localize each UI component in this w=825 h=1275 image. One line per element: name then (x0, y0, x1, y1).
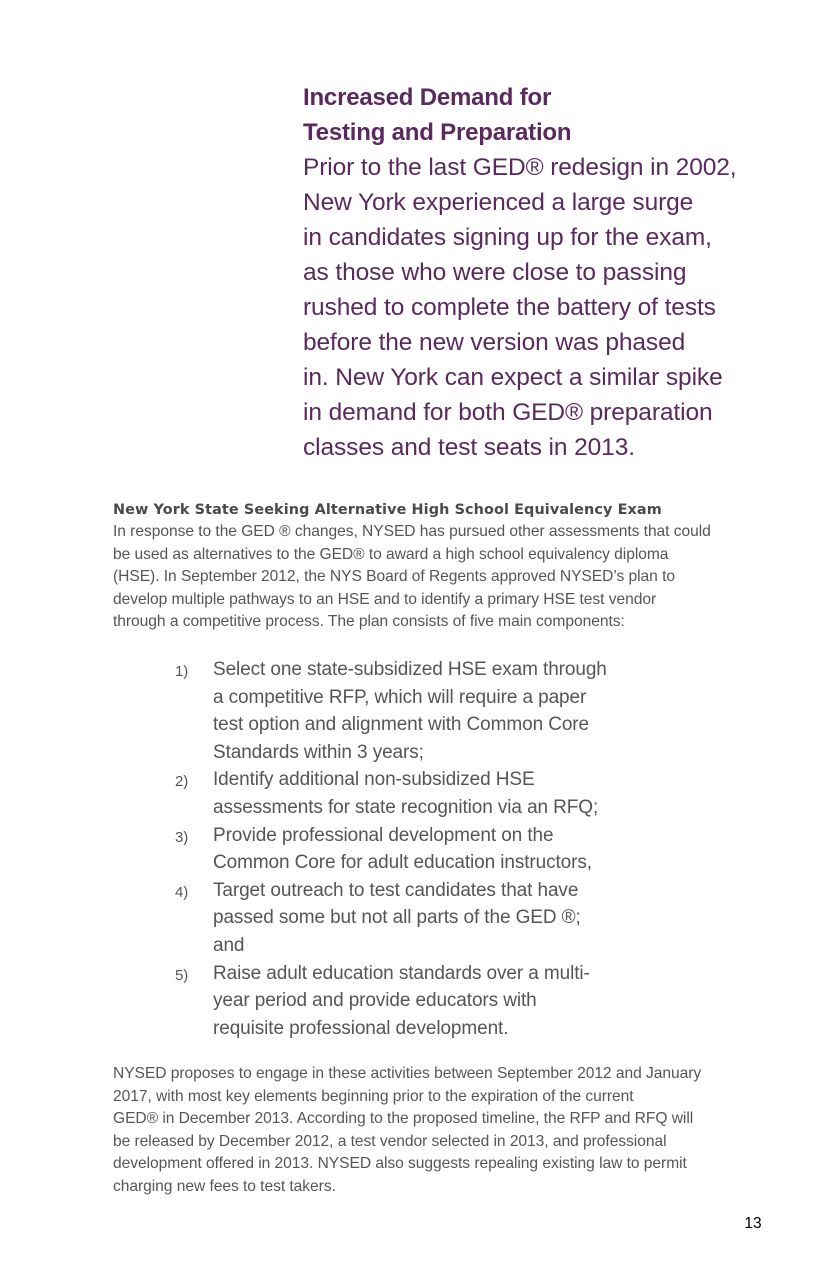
list-item-line: Common Core for adult education instructors, (213, 852, 592, 874)
list-item-text (213, 656, 655, 766)
callout-heading-line: Increased Demand for (303, 84, 552, 111)
list-item-line: Target outreach to test candidates that have (213, 879, 579, 901)
callout-body-line: as those who were close to passing (303, 259, 687, 286)
closing-paragraph-line: charging new fees to test takers. (113, 1177, 336, 1195)
list-item-number: 2) (175, 773, 189, 791)
callout-body-line: New York experienced a large surge (303, 189, 694, 216)
list-item (175, 656, 655, 766)
section-paragraph-line: be used as alternatives to the GED® to award a high school equivalency diploma (113, 545, 669, 563)
closing-paragraph-line: GED® in December 2013. According to the proposed timeline, the RFP and RFQ will (113, 1110, 694, 1128)
list-item (175, 960, 655, 1043)
components-list (175, 656, 655, 1042)
list-item-line: Identify additional non-subsidized HSE (213, 769, 535, 791)
closing-paragraph-line: be released by December 2012, a test vendor selected in 2013, and professional (113, 1132, 667, 1150)
callout-body-line: classes and test seats in 2013. (303, 434, 635, 461)
list-item-line: Standards within 3 years; (213, 741, 424, 763)
callout-block (303, 80, 803, 465)
callout-body (303, 150, 803, 465)
closing-paragraph-line: NYSED proposes to engage in these activities between September 2012 and January (113, 1065, 702, 1082)
list-item-text (213, 822, 655, 877)
list-item-text (213, 960, 655, 1043)
section-heading: New York State Seeking Alternative High School Equivalency Exam (113, 502, 662, 518)
closing-paragraph-line: development offered in 2013. NYSED also suggests repealing existing law to permit (113, 1155, 687, 1173)
section-paragraph-line: (HSE). In September 2012, the NYS Board of Regents approved NYSED’s plan to (113, 568, 675, 586)
section-paragraph-line: through a competitive process. The plan consists of five main components: (113, 613, 625, 631)
list-item-line: a competitive RFP, which will require a paper (213, 686, 587, 708)
section-block (113, 499, 773, 634)
list-item-text (213, 877, 655, 960)
closing-block (113, 1063, 773, 1199)
list-item-number: 4) (175, 883, 189, 901)
list-item-line: Select one state-subsidized HSE exam through (213, 659, 607, 680)
list-item (175, 877, 655, 960)
callout-body-line: rushed to complete the battery of tests (303, 294, 716, 321)
list-item-line: test option and alignment with Common Core (213, 714, 589, 736)
section-paragraph (113, 521, 773, 634)
callout-body-line: in candidates signing up for the exam, (303, 224, 712, 251)
closing-paragraph (113, 1063, 773, 1199)
list-item-line: assessments for state recognition via an RFQ; (213, 796, 599, 818)
list-item-text (213, 766, 655, 821)
callout-heading (303, 80, 803, 150)
list-item-line: passed some but not all parts of the GED ®; (213, 907, 581, 929)
page-number: 13 (744, 1215, 762, 1232)
list-item-line: requisite professional development. (213, 1017, 509, 1039)
callout-heading-line: Testing and Preparation (303, 119, 572, 146)
closing-paragraph-line: 2017, with most key elements beginning prior to the expiration of the current (113, 1087, 634, 1105)
callout-body-line: Prior to the last GED® redesign in 2002, (303, 154, 737, 181)
section-paragraph-line: develop multiple pathways to an HSE and to identify a primary HSE test vendor (113, 590, 657, 608)
list-item-line: Raise adult education standards over a multi- (213, 962, 590, 984)
list-item-number: 5) (175, 966, 189, 984)
list-item-line: and (213, 934, 245, 956)
callout-body-line: in demand for both GED® preparation (303, 399, 713, 426)
callout-body-line: in. New York can expect a similar spike (303, 364, 723, 391)
list-item-number: 1) (175, 663, 189, 680)
list-item-line: Provide professional development on the (213, 824, 554, 846)
list-item (175, 822, 655, 877)
list-item-line: year period and provide educators with (213, 990, 537, 1012)
callout-body-line: before the new version was phased (303, 329, 686, 356)
section-paragraph-line: In response to the GED ® changes, NYSED has pursued other assessments that could (113, 523, 711, 540)
list-item-number: 3) (175, 828, 189, 846)
list-item (175, 766, 655, 821)
